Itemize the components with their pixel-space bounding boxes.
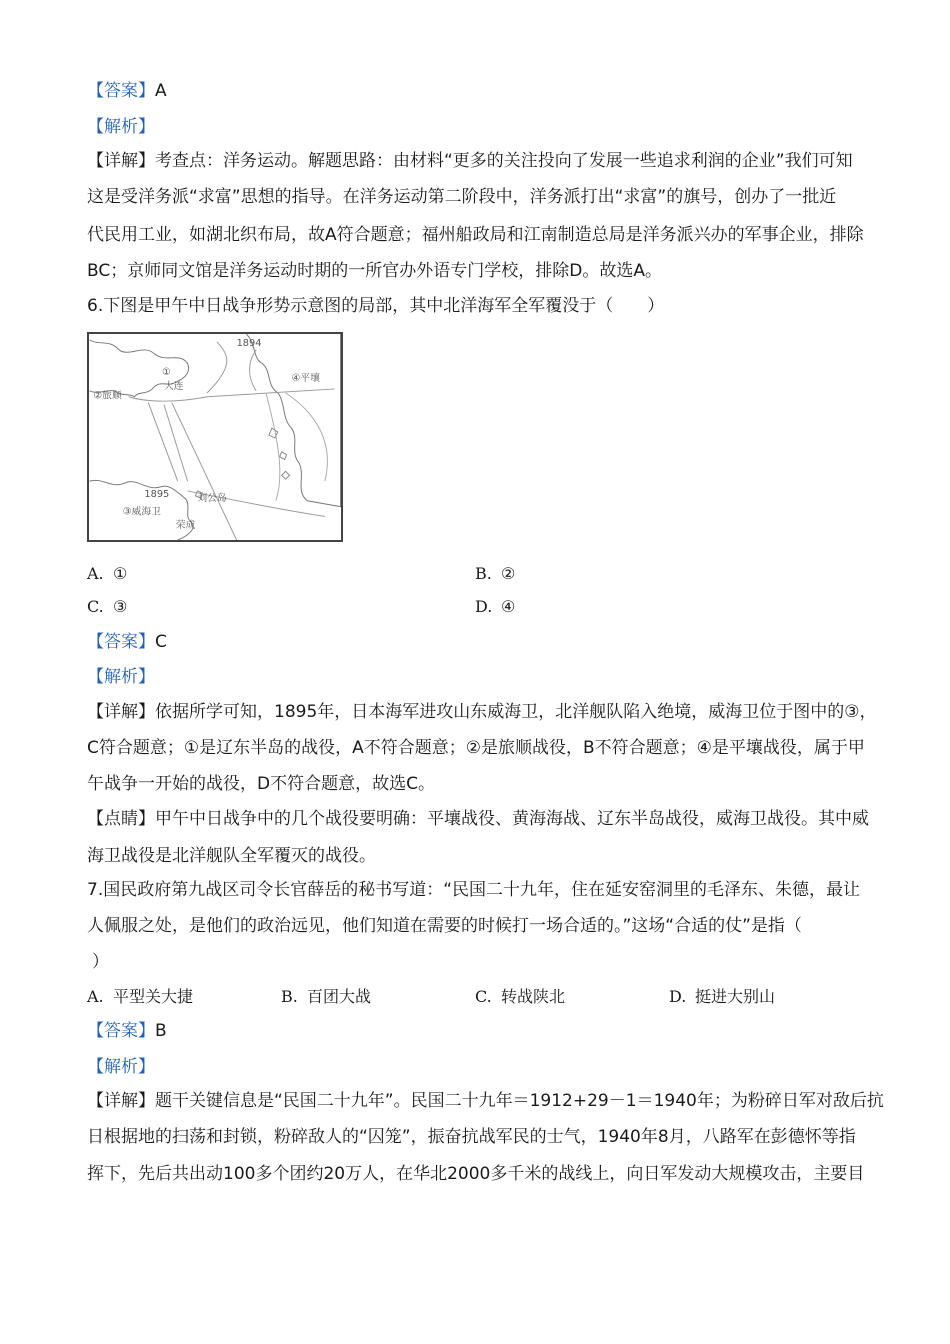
q6-option-d[interactable]: D. ④ [475, 597, 516, 616]
war-map [87, 332, 343, 542]
map-label-4: ④平壤 [291, 373, 320, 385]
map-label-3: ③威海卫 [122, 506, 161, 518]
map-route [250, 350, 257, 391]
q5-answer: 【答案】A [87, 81, 167, 101]
map-year-1894: 1894 [236, 337, 262, 349]
q5-analysis-tag: 【解析】 [87, 117, 155, 137]
q7-stem-line: 7.国民政府第九战区司令长官薛岳的秘书写道：“民国二十九年，住在延安窑洞里的毛泽东、朱德，最让 [87, 880, 861, 900]
q7-detail-line: 【详解】题干关键信息是“民国二十九年”。民国二十九年＝1912+29－1＝1940年；为粉碎日军对敌后抗 [87, 1091, 884, 1111]
war-map-svg [89, 334, 341, 540]
q7-stem-line: ） [92, 952, 109, 972]
map-route [148, 403, 177, 481]
q6-option-c[interactable]: C. ③ [87, 597, 128, 616]
q6-answer: 【答案】C [87, 632, 167, 652]
map-route [129, 389, 335, 401]
q7-stem-line: 人佩服之处，是他们的政治远见，他们知道在需要的时候打一场合适的。”这场“合适的仗”是指（ [87, 916, 802, 936]
q7-option-b[interactable]: B. 百团大战 [281, 987, 372, 1006]
map-route [164, 405, 188, 482]
q6-detail-line: 午战争一开始的战役，D不符合题意，故选C。 [87, 774, 435, 794]
q6-analysis-tag: 【解析】 [87, 667, 155, 687]
q5-detail-line: 【详解】考查点：洋务运动。解题思路：由材料“更多的关注投向了发展一些追求利润的企业”我们可知 [87, 151, 853, 171]
q6-detail-line: C符合题意；①是辽东半岛的战役，A不符合题意；②是旅顺战役，B不符合题意；④是平壤战役，属于甲 [87, 738, 865, 758]
map-islands [195, 428, 289, 498]
map-label-liugong: 刘公岛 [197, 492, 227, 504]
map-coastline-korea [246, 334, 340, 507]
map-label-rongcheng: 荣成 [175, 520, 196, 532]
q7-option-a[interactable]: A. 平型关大捷 [87, 987, 194, 1006]
q7-detail-line: 挥下，先后共出动100多个团约20万人，在华北2000多千米的战线上，向日军发动大规模攻击，主要目 [87, 1164, 865, 1184]
q7-option-d[interactable]: D. 挺进大别山 [669, 987, 776, 1006]
q7-option-c[interactable]: C. 转战陕北 [475, 987, 566, 1006]
map-label-dalian: 大连 [163, 380, 184, 392]
map-year-1895: 1895 [144, 488, 170, 500]
q5-detail-line: BC；京师同文馆是洋务运动时期的一所官办外语专门学校，排除D。故选A。 [87, 261, 662, 281]
map-label-1: ① [162, 367, 171, 379]
q6-stem: 6.下图是甲午中日战争形势示意图的局部，其中北洋海军全军覆没于（ ） [87, 296, 665, 316]
q6-detail-line: 【详解】依据所学可知，1895年，日本海军进攻山东威海卫，北洋舰队陷入绝境，威海卫位于图中的③， [87, 702, 877, 722]
q6-comment-line: 海卫战役是北洋舰队全军覆灭的战役。 [87, 846, 376, 866]
q6-comment-line: 【点睛】甲午中日战争中的几个战役要明确：平壤战役、黄海海战、辽东半岛战役，威海卫战役。其中威 [87, 809, 869, 829]
map-route [286, 393, 328, 481]
q7-answer: 【答案】B [87, 1021, 167, 1041]
q5-detail-line: 这是受洋务派“求富”思想的指导。在洋务运动第二阶段中，洋务派打出“求富”的旗号，创办了一批近 [87, 187, 837, 207]
q7-detail-line: 日根据地的扫荡和封锁，粉碎敌人的“囚笼”，振奋抗战军民的士气，1940年8月，八路军在彭德怀等指 [87, 1127, 856, 1147]
map-route [207, 342, 227, 393]
q5-detail-line: 代民用工业，如湖北织布局，故A符合题意；福州船政局和江南制造总局是洋务派兴办的军事企业，排除 [87, 225, 864, 245]
map-route [266, 393, 280, 501]
q7-analysis-tag: 【解析】 [87, 1057, 155, 1077]
map-label-2: ②旅顺 [93, 390, 122, 402]
q6-option-a[interactable]: A. ① [87, 564, 128, 583]
q6-option-b[interactable]: B. ② [475, 564, 516, 583]
